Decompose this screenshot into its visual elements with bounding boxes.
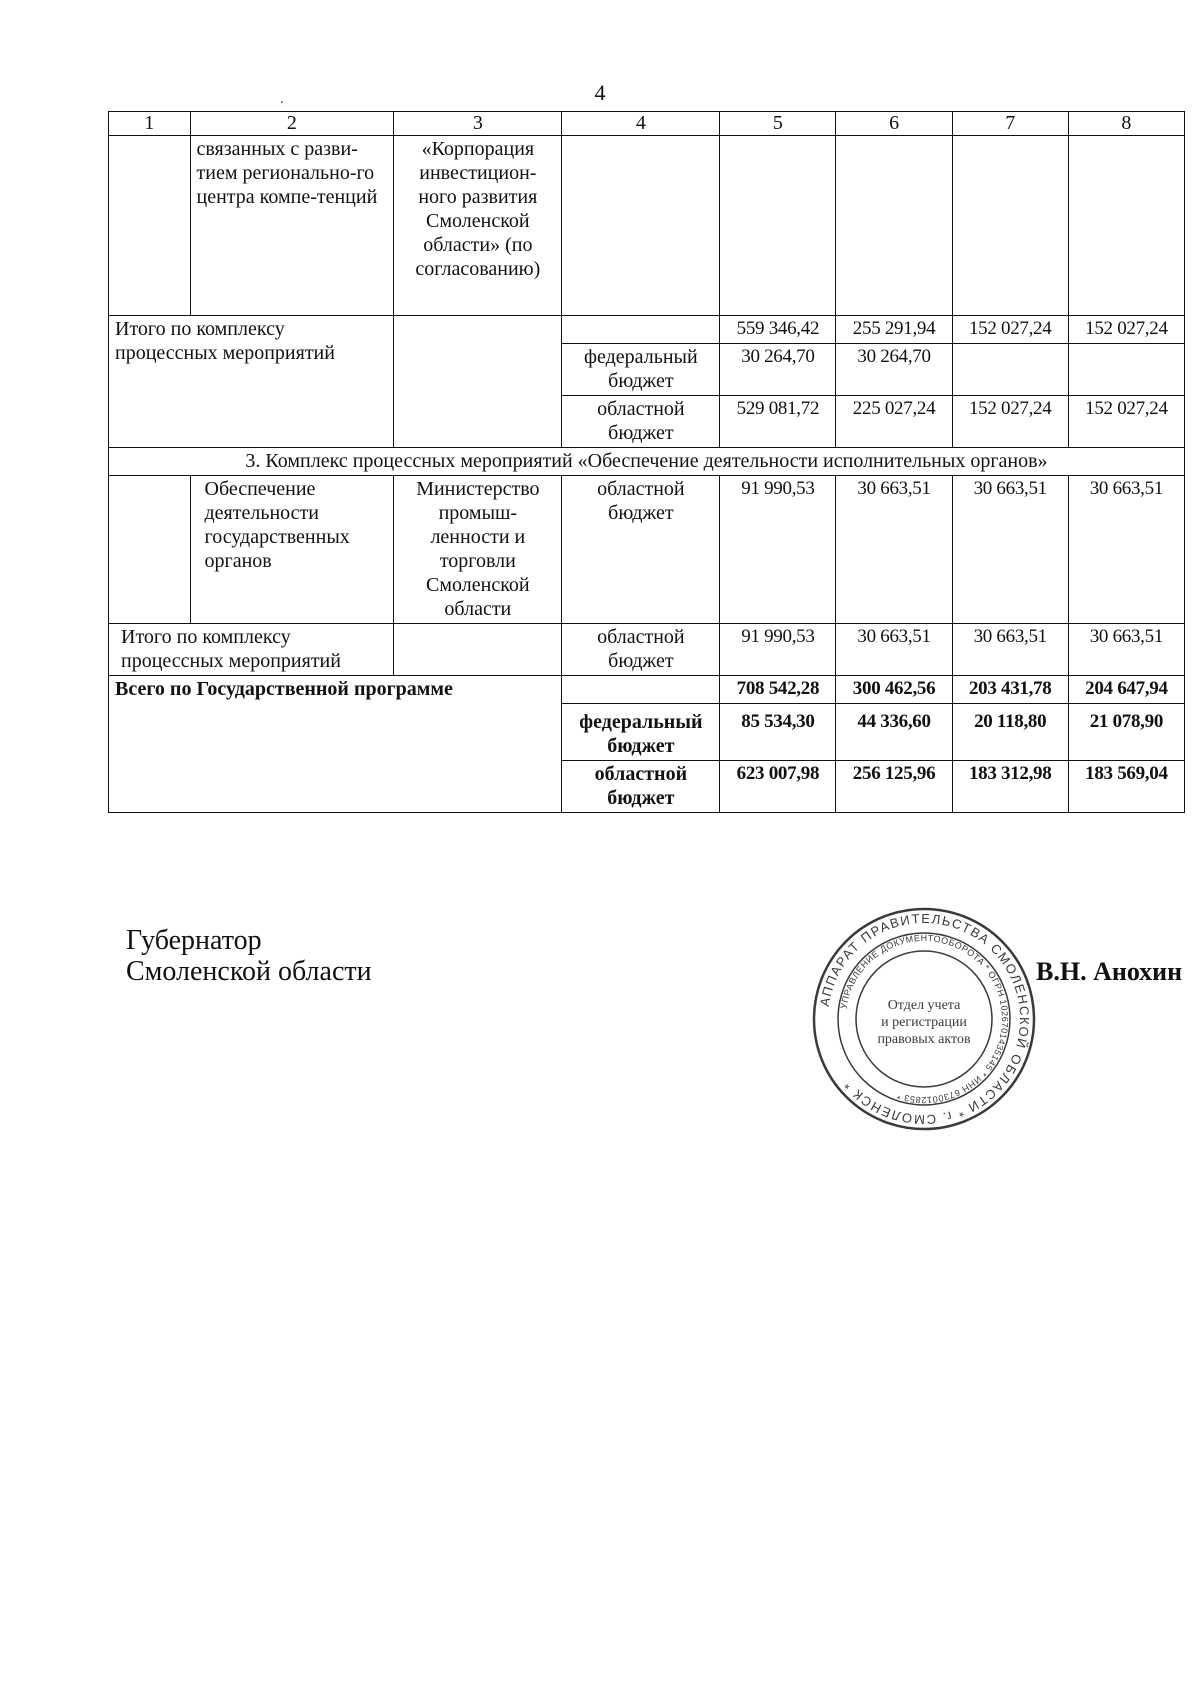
section-row — [109, 448, 1185, 476]
table-row — [109, 136, 1185, 316]
budget-source-label: областной бюджет — [562, 476, 720, 624]
event-name-cell: связанных с разви-тием регионально-го центра компе-тенций — [190, 136, 394, 316]
cell-empty — [394, 624, 562, 676]
event-name-cell: Обеспечение деятельности государственных органов — [190, 476, 394, 624]
header-cell: 2 — [190, 112, 394, 136]
total-row — [109, 316, 1185, 344]
executor-cell: Министерство промыш-ленности и торговли Смоленской области — [394, 476, 562, 624]
cell-empty — [394, 316, 562, 448]
cell-empty — [1068, 136, 1184, 316]
header-cell: 6 — [836, 112, 952, 136]
header-cell: 4 — [562, 112, 720, 136]
cell-empty — [720, 136, 836, 316]
header-cell: 3 — [394, 112, 562, 136]
value-cell: 30 663,51 — [836, 624, 952, 676]
stamp-line: правовых актов — [877, 1032, 971, 1047]
stamp-outer-text: АППАРАТ ПРАВИТЕЛЬСТВА СМОЛЕНСКОЙ ОБЛАСТИ * г. СМОЛЕНСК * — [816, 910, 1033, 1128]
header-cell: 1 — [109, 112, 191, 136]
cell-empty — [562, 676, 720, 704]
budget-table — [108, 111, 1185, 813]
stray-mark: . — [280, 92, 284, 107]
stamp-inner-text: УПРАВЛЕНИЕ ДОКУМЕНТООБОРОТА * ОГРН 1026701435145 * ИНН 6730012853 * — [838, 932, 1011, 1106]
cell-empty — [952, 136, 1068, 316]
budget-source-label: областной бюджет — [562, 624, 720, 676]
value-cell: 183 569,04 — [1068, 761, 1184, 813]
header-cell: 5 — [720, 112, 836, 136]
value-cell: 30 663,51 — [952, 476, 1068, 624]
value-cell: 30 663,51 — [1068, 476, 1184, 624]
table-row — [109, 476, 1185, 624]
value-cell: 623 007,98 — [720, 761, 836, 813]
budget-source-label: федеральный бюджет — [562, 344, 720, 396]
grand-total-label: Всего по Государственной программе — [109, 676, 562, 813]
executor-cell: «Корпорация инвестицион-ного развития Смоленской области» (по согласованию) — [394, 136, 562, 316]
header-cell: 7 — [952, 112, 1068, 136]
value-cell: 152 027,24 — [952, 316, 1068, 344]
budget-source-label: областной бюджет — [562, 396, 720, 448]
value-cell: 256 125,96 — [836, 761, 952, 813]
section-title: 3. Комплекс процессных мероприятий «Обеспечение деятельности исполнительных органов» — [109, 448, 1185, 476]
value-cell: 91 990,53 — [720, 624, 836, 676]
cell-empty — [109, 136, 191, 316]
value-cell: 255 291,94 — [836, 316, 952, 344]
value-cell: 203 431,78 — [952, 676, 1068, 704]
page-number: 4 — [594, 80, 606, 105]
value-cell: 152 027,24 — [1068, 396, 1184, 448]
value-cell: 225 027,24 — [836, 396, 952, 448]
value-cell: 30 663,51 — [1068, 624, 1184, 676]
total-label: Итого по комплексу процессных мероприятий — [109, 624, 394, 676]
value-cell: 30 663,51 — [836, 476, 952, 624]
cell-empty — [836, 136, 952, 316]
value-cell: 300 462,56 — [836, 676, 952, 704]
cell-empty — [562, 136, 720, 316]
cell-empty — [562, 316, 720, 344]
value-cell: 85 534,30 — [720, 704, 836, 761]
official-stamp — [812, 907, 1036, 1131]
value-cell: 20 118,80 — [952, 704, 1068, 761]
value-cell — [952, 344, 1068, 396]
value-cell: 204 647,94 — [1068, 676, 1184, 704]
stamp-line: и регистрации — [881, 1015, 967, 1030]
position-line: Смоленской области — [126, 956, 372, 987]
budget-source-label: областной бюджет — [562, 761, 720, 813]
value-cell: 708 542,28 — [720, 676, 836, 704]
stamp-line: Отдел учета — [887, 998, 961, 1013]
value-cell: 30 264,70 — [720, 344, 836, 396]
header-row — [109, 112, 1185, 136]
position-line: Губернатор — [126, 925, 262, 956]
value-cell: 44 336,60 — [836, 704, 952, 761]
value-cell: 152 027,24 — [952, 396, 1068, 448]
budget-source-label: федеральный бюджет — [562, 704, 720, 761]
value-cell: 30 663,51 — [952, 624, 1068, 676]
cell-empty — [109, 476, 191, 624]
value-cell: 152 027,24 — [1068, 316, 1184, 344]
grand-total-row — [109, 676, 1185, 704]
total-row — [109, 624, 1185, 676]
value-cell: 91 990,53 — [720, 476, 836, 624]
value-cell — [1068, 344, 1184, 396]
value-cell: 529 081,72 — [720, 396, 836, 448]
value-cell: 559 346,42 — [720, 316, 836, 344]
signatory-name: В.Н. Анохин — [1036, 957, 1183, 986]
value-cell: 30 264,70 — [836, 344, 952, 396]
value-cell: 21 078,90 — [1068, 704, 1184, 761]
total-label: Итого по комплексу процессных мероприятий — [109, 316, 394, 448]
signatory-position — [126, 925, 372, 987]
header-cell: 8 — [1068, 112, 1184, 136]
value-cell: 183 312,98 — [952, 761, 1068, 813]
